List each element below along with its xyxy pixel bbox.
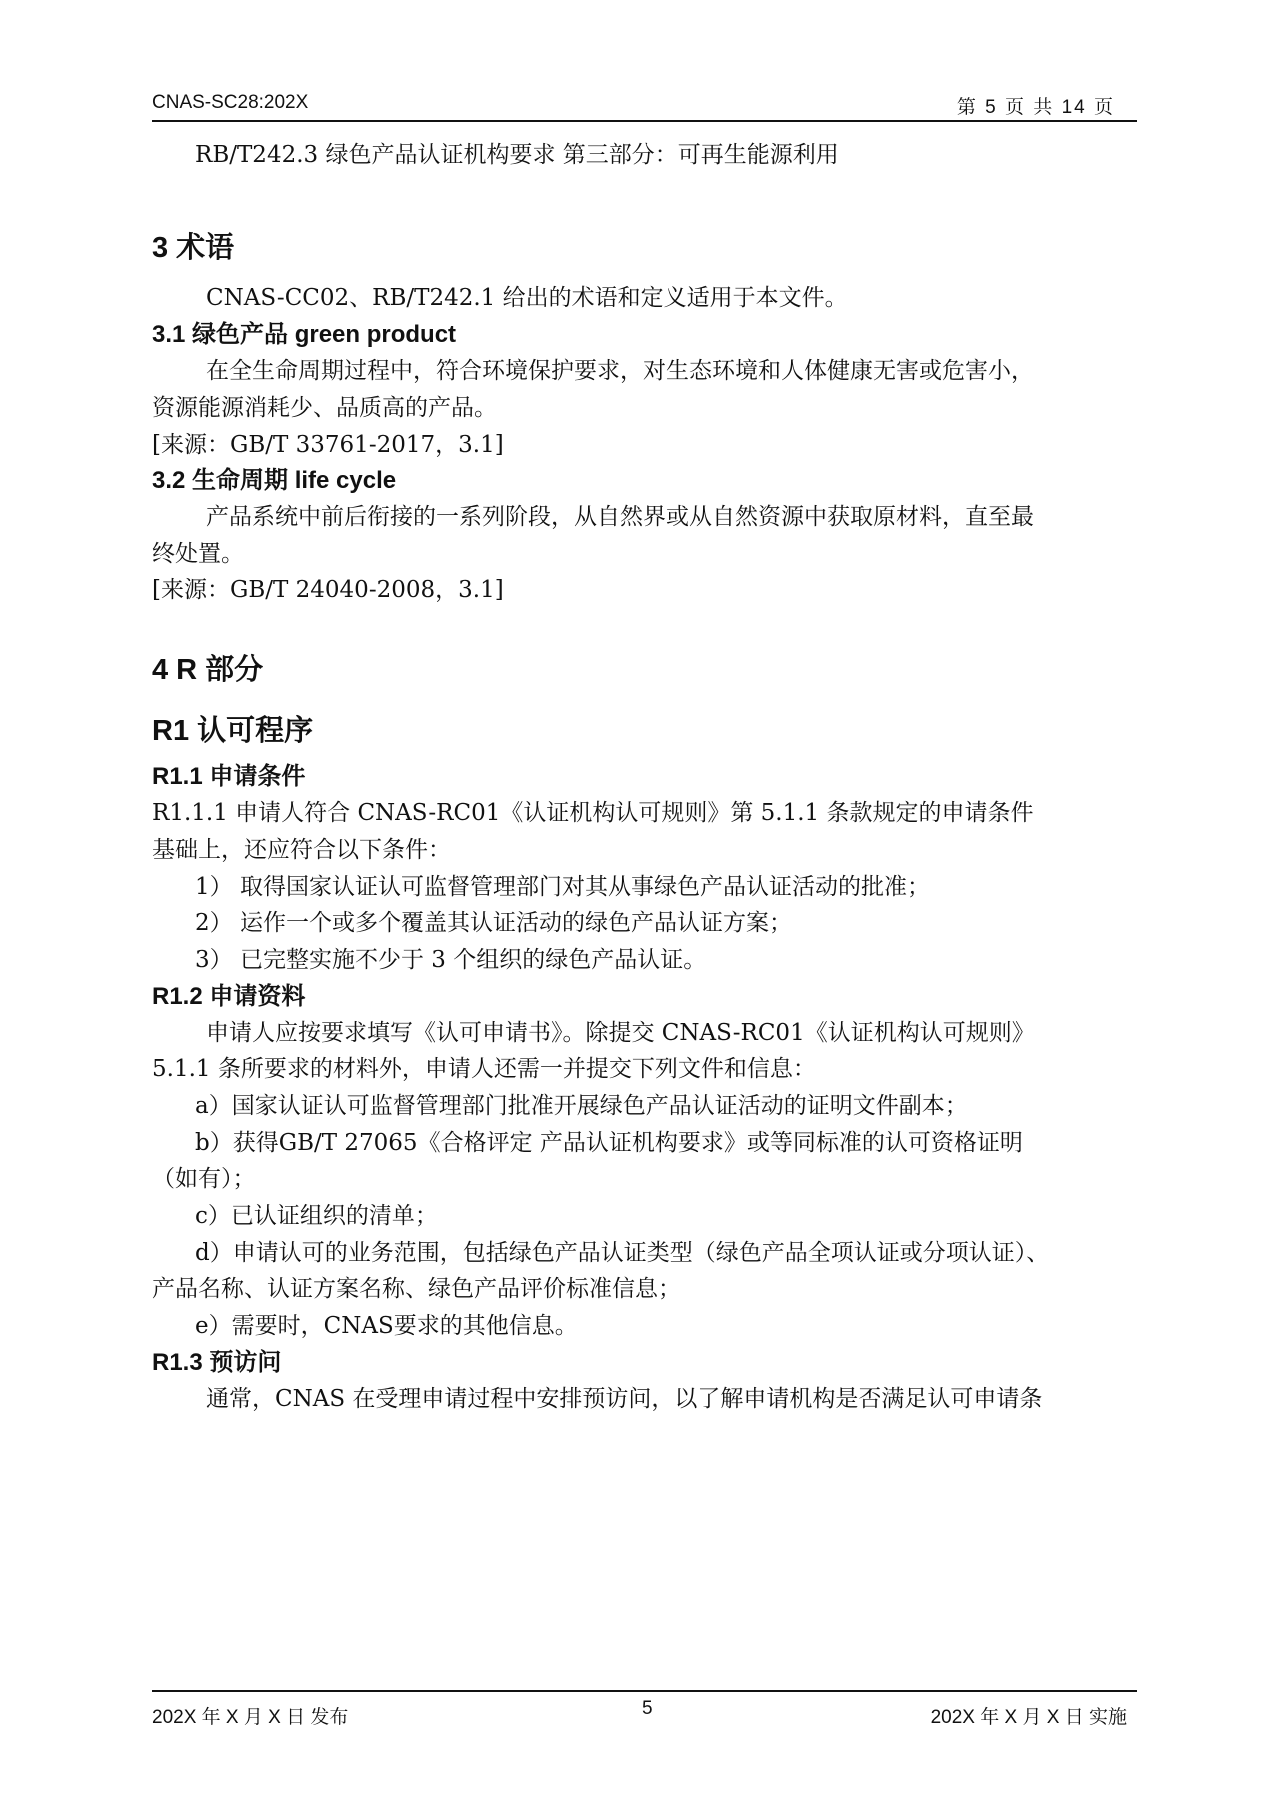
r1-1-1-item-3: 3） 已完整实施不少于 3 个组织的绿色产品认证。 bbox=[195, 947, 707, 973]
r1-1-1-line2: 基础上，还应符合以下条件： bbox=[152, 837, 451, 863]
section-4-title: 4 R 部分 bbox=[152, 654, 264, 686]
r1-2-item-d-line2: 产品名称、认证方案名称、绿色产品评价标准信息； bbox=[152, 1276, 681, 1302]
r1-2-title: R1.2 申请资料 bbox=[152, 983, 306, 1010]
publish-date: 202X 年 X 月 X 日 发布 bbox=[152, 1707, 349, 1728]
r1-1-1-line1: R1.1.1 申请人符合 CNAS-RC01《认证机构认可规则》第 5.1.1 条款规定的申请条件 bbox=[152, 800, 1034, 826]
section-3-intro: CNAS-CC02、RB/T242.1 给出的术语和定义适用于本文件。 bbox=[206, 285, 848, 311]
reference-line: RB/T242.3 绿色产品认证机构要求 第三部分：可再生能源利用 bbox=[195, 142, 839, 168]
document-code: CNAS-SC28:202X bbox=[152, 92, 309, 113]
term-3-2-def-line2: 终处置。 bbox=[152, 541, 244, 567]
r1-2-item-b-line1: b）获得GB/T 27065《合格评定 产品认证机构要求》或等同标准的认可资格证明 bbox=[195, 1130, 1023, 1156]
term-3-1-title: 3.1 绿色产品 green product bbox=[152, 321, 457, 348]
term-3-1-source: [来源：GB/T 33761-2017，3.1] bbox=[152, 432, 504, 458]
page-footer bbox=[152, 1690, 1137, 1732]
r1-2-item-d-line1: d）申请认可的业务范围，包括绿色产品认证类型（绿色产品全项认证或分项认证）、 bbox=[195, 1240, 1050, 1266]
term-3-2-source: [来源：GB/T 24040-2008，3.1] bbox=[152, 577, 504, 603]
term-3-2-def-line1: 产品系统中前后衔接的一系列阶段，从自然界或从自然资源中获取原材料，直至最 bbox=[206, 504, 1034, 530]
r1-2-para-line2: 5.1.1 条所要求的材料外，申请人还需一并提交下列文件和信息： bbox=[152, 1056, 816, 1082]
r1-2-item-a: a）国家认证认可监督管理部门批准开展绿色产品认证活动的证明文件副本； bbox=[195, 1093, 968, 1119]
r1-3-para-line1: 通常，CNAS 在受理申请过程中安排预访问，以了解申请机构是否满足认可申请条 bbox=[206, 1386, 1043, 1412]
r1-2-para-line1: 申请人应按要求填写《认可申请书》。除提交 CNAS-RC01《认证机构认可规则》 bbox=[206, 1020, 1035, 1046]
r1-title: R1 认可程序 bbox=[152, 715, 314, 747]
r1-1-1-item-2: 2） 运作一个或多个覆盖其认证活动的绿色产品认证方案； bbox=[195, 910, 792, 936]
page-number: 5 bbox=[642, 1698, 653, 1719]
term-3-1-def-line2: 资源能源消耗少、品质高的产品。 bbox=[152, 395, 497, 421]
r1-1-1-item-1: 1） 取得国家认证认可监督管理部门对其从事绿色产品认证活动的批准； bbox=[195, 874, 930, 900]
r1-2-item-e: e）需要时，CNAS要求的其他信息。 bbox=[195, 1313, 578, 1339]
r1-2-item-c: c）已认证组织的清单； bbox=[195, 1203, 438, 1229]
r1-3-title: R1.3 预访问 bbox=[152, 1349, 282, 1376]
term-3-2-title: 3.2 生命周期 life cycle bbox=[152, 467, 397, 494]
r1-1-title: R1.1 申请条件 bbox=[152, 763, 306, 790]
page-header bbox=[152, 90, 1137, 122]
section-3-title: 3 术语 bbox=[152, 232, 235, 264]
implement-date: 202X 年 X 月 X 日 实施 bbox=[930, 1707, 1127, 1728]
term-3-1-def-line1: 在全生命周期过程中，符合环境保护要求，对生态环境和人体健康无害或危害小， bbox=[206, 358, 1034, 384]
r1-2-item-b-line2: （如有）； bbox=[152, 1166, 256, 1192]
page-count: 第 5 页 共 14 页 bbox=[956, 97, 1115, 118]
